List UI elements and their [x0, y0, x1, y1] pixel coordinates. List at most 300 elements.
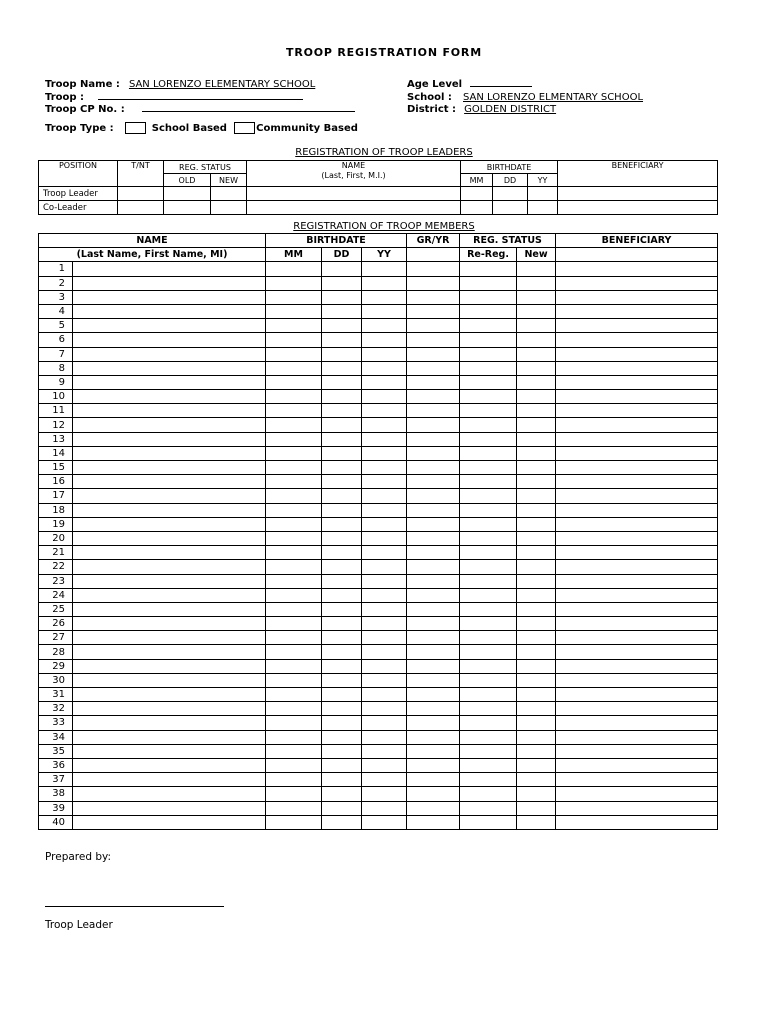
member-input-cell[interactable]: [73, 645, 266, 659]
member-input-cell[interactable]: [266, 461, 322, 475]
member-input-cell[interactable]: [556, 375, 718, 389]
member-input-cell[interactable]: [460, 673, 517, 687]
member-input-cell[interactable]: [73, 773, 266, 787]
member-input-cell[interactable]: [407, 716, 460, 730]
member-input-cell[interactable]: [407, 588, 460, 602]
member-input-cell[interactable]: [517, 517, 556, 531]
member-input-cell[interactable]: [73, 290, 266, 304]
member-input-cell[interactable]: [266, 758, 322, 772]
member-input-cell[interactable]: [556, 659, 718, 673]
member-input-cell[interactable]: [556, 418, 718, 432]
member-input-cell[interactable]: [407, 404, 460, 418]
member-input-cell[interactable]: [460, 659, 517, 673]
member-input-cell[interactable]: [460, 602, 517, 616]
member-input-cell[interactable]: [266, 375, 322, 389]
member-input-cell[interactable]: [517, 758, 556, 772]
member-input-cell[interactable]: [322, 744, 362, 758]
member-input-cell[interactable]: [517, 730, 556, 744]
member-input-cell[interactable]: [460, 560, 517, 574]
member-input-cell[interactable]: [556, 546, 718, 560]
leader-input-cell[interactable]: [211, 201, 247, 215]
member-input-cell[interactable]: [362, 758, 407, 772]
member-input-cell[interactable]: [266, 418, 322, 432]
member-input-cell[interactable]: [266, 531, 322, 545]
member-input-cell[interactable]: [362, 815, 407, 829]
member-input-cell[interactable]: [322, 688, 362, 702]
member-input-cell[interactable]: [266, 716, 322, 730]
member-input-cell[interactable]: [517, 276, 556, 290]
member-input-cell[interactable]: [407, 276, 460, 290]
leader-input-cell[interactable]: [461, 187, 493, 201]
member-input-cell[interactable]: [73, 546, 266, 560]
member-input-cell[interactable]: [322, 531, 362, 545]
member-input-cell[interactable]: [407, 560, 460, 574]
member-input-cell[interactable]: [517, 546, 556, 560]
district-value[interactable]: GOLDEN DISTRICT: [464, 104, 557, 115]
member-input-cell[interactable]: [73, 333, 266, 347]
member-input-cell[interactable]: [362, 390, 407, 404]
member-input-cell[interactable]: [266, 602, 322, 616]
member-input-cell[interactable]: [460, 617, 517, 631]
member-input-cell[interactable]: [322, 815, 362, 829]
member-input-cell[interactable]: [266, 801, 322, 815]
member-input-cell[interactable]: [407, 347, 460, 361]
member-input-cell[interactable]: [73, 688, 266, 702]
member-input-cell[interactable]: [266, 290, 322, 304]
member-input-cell[interactable]: [556, 560, 718, 574]
member-input-cell[interactable]: [556, 773, 718, 787]
member-input-cell[interactable]: [266, 688, 322, 702]
member-input-cell[interactable]: [517, 361, 556, 375]
member-input-cell[interactable]: [556, 446, 718, 460]
member-input-cell[interactable]: [266, 815, 322, 829]
member-input-cell[interactable]: [407, 503, 460, 517]
member-input-cell[interactable]: [73, 446, 266, 460]
member-input-cell[interactable]: [517, 347, 556, 361]
member-input-cell[interactable]: [460, 461, 517, 475]
member-input-cell[interactable]: [362, 475, 407, 489]
member-input-cell[interactable]: [362, 404, 407, 418]
member-input-cell[interactable]: [73, 531, 266, 545]
member-input-cell[interactable]: [517, 659, 556, 673]
member-input-cell[interactable]: [556, 531, 718, 545]
member-input-cell[interactable]: [460, 347, 517, 361]
member-input-cell[interactable]: [266, 560, 322, 574]
member-input-cell[interactable]: [322, 574, 362, 588]
member-input-cell[interactable]: [322, 787, 362, 801]
member-input-cell[interactable]: [362, 787, 407, 801]
member-input-cell[interactable]: [322, 446, 362, 460]
member-input-cell[interactable]: [322, 475, 362, 489]
member-input-cell[interactable]: [556, 602, 718, 616]
member-input-cell[interactable]: [362, 688, 407, 702]
member-input-cell[interactable]: [362, 773, 407, 787]
member-input-cell[interactable]: [73, 375, 266, 389]
member-input-cell[interactable]: [460, 645, 517, 659]
member-input-cell[interactable]: [322, 659, 362, 673]
member-input-cell[interactable]: [407, 574, 460, 588]
member-input-cell[interactable]: [322, 304, 362, 318]
member-input-cell[interactable]: [322, 588, 362, 602]
member-input-cell[interactable]: [460, 787, 517, 801]
member-input-cell[interactable]: [73, 489, 266, 503]
member-input-cell[interactable]: [362, 333, 407, 347]
member-input-cell[interactable]: [73, 659, 266, 673]
member-input-cell[interactable]: [517, 787, 556, 801]
member-input-cell[interactable]: [407, 688, 460, 702]
member-input-cell[interactable]: [517, 744, 556, 758]
member-input-cell[interactable]: [73, 631, 266, 645]
member-input-cell[interactable]: [407, 617, 460, 631]
member-input-cell[interactable]: [73, 702, 266, 716]
member-input-cell[interactable]: [73, 404, 266, 418]
member-input-cell[interactable]: [407, 475, 460, 489]
member-input-cell[interactable]: [517, 503, 556, 517]
member-input-cell[interactable]: [460, 716, 517, 730]
member-input-cell[interactable]: [517, 716, 556, 730]
member-input-cell[interactable]: [73, 319, 266, 333]
member-input-cell[interactable]: [322, 432, 362, 446]
member-input-cell[interactable]: [266, 446, 322, 460]
member-input-cell[interactable]: [322, 645, 362, 659]
member-input-cell[interactable]: [73, 361, 266, 375]
member-input-cell[interactable]: [460, 546, 517, 560]
member-input-cell[interactable]: [266, 773, 322, 787]
member-input-cell[interactable]: [266, 333, 322, 347]
member-input-cell[interactable]: [322, 546, 362, 560]
member-input-cell[interactable]: [362, 617, 407, 631]
member-input-cell[interactable]: [460, 304, 517, 318]
member-input-cell[interactable]: [556, 631, 718, 645]
member-input-cell[interactable]: [362, 503, 407, 517]
member-input-cell[interactable]: [266, 503, 322, 517]
member-input-cell[interactable]: [556, 347, 718, 361]
member-input-cell[interactable]: [460, 744, 517, 758]
member-input-cell[interactable]: [266, 588, 322, 602]
member-input-cell[interactable]: [322, 461, 362, 475]
member-input-cell[interactable]: [556, 503, 718, 517]
member-input-cell[interactable]: [362, 418, 407, 432]
member-input-cell[interactable]: [407, 517, 460, 531]
member-input-cell[interactable]: [517, 304, 556, 318]
member-input-cell[interactable]: [322, 503, 362, 517]
leader-input-cell[interactable]: [558, 201, 718, 215]
member-input-cell[interactable]: [322, 290, 362, 304]
member-input-cell[interactable]: [517, 489, 556, 503]
member-input-cell[interactable]: [460, 773, 517, 787]
member-input-cell[interactable]: [73, 716, 266, 730]
member-input-cell[interactable]: [517, 560, 556, 574]
member-input-cell[interactable]: [460, 262, 517, 276]
leader-input-cell[interactable]: [493, 201, 528, 215]
member-input-cell[interactable]: [556, 432, 718, 446]
member-input-cell[interactable]: [266, 702, 322, 716]
member-input-cell[interactable]: [266, 730, 322, 744]
troop-cp-field[interactable]: [142, 102, 355, 112]
member-input-cell[interactable]: [517, 602, 556, 616]
member-input-cell[interactable]: [556, 517, 718, 531]
member-input-cell[interactable]: [362, 361, 407, 375]
member-input-cell[interactable]: [517, 702, 556, 716]
member-input-cell[interactable]: [322, 673, 362, 687]
member-input-cell[interactable]: [556, 333, 718, 347]
member-input-cell[interactable]: [517, 390, 556, 404]
member-input-cell[interactable]: [407, 333, 460, 347]
member-input-cell[interactable]: [266, 617, 322, 631]
member-input-cell[interactable]: [407, 361, 460, 375]
member-input-cell[interactable]: [517, 333, 556, 347]
member-input-cell[interactable]: [517, 432, 556, 446]
member-input-cell[interactable]: [322, 702, 362, 716]
member-input-cell[interactable]: [73, 673, 266, 687]
member-input-cell[interactable]: [517, 673, 556, 687]
member-input-cell[interactable]: [73, 602, 266, 616]
member-input-cell[interactable]: [362, 276, 407, 290]
member-input-cell[interactable]: [322, 617, 362, 631]
member-input-cell[interactable]: [556, 758, 718, 772]
member-input-cell[interactable]: [556, 815, 718, 829]
member-input-cell[interactable]: [556, 361, 718, 375]
member-input-cell[interactable]: [362, 716, 407, 730]
member-input-cell[interactable]: [73, 432, 266, 446]
member-input-cell[interactable]: [73, 560, 266, 574]
member-input-cell[interactable]: [73, 503, 266, 517]
member-input-cell[interactable]: [322, 404, 362, 418]
member-input-cell[interactable]: [362, 489, 407, 503]
leader-input-cell[interactable]: [211, 187, 247, 201]
member-input-cell[interactable]: [460, 702, 517, 716]
member-input-cell[interactable]: [266, 546, 322, 560]
member-input-cell[interactable]: [407, 319, 460, 333]
member-input-cell[interactable]: [266, 347, 322, 361]
member-input-cell[interactable]: [556, 730, 718, 744]
member-input-cell[interactable]: [73, 262, 266, 276]
member-input-cell[interactable]: [517, 801, 556, 815]
member-input-cell[interactable]: [362, 801, 407, 815]
member-input-cell[interactable]: [407, 801, 460, 815]
member-input-cell[interactable]: [362, 531, 407, 545]
member-input-cell[interactable]: [407, 758, 460, 772]
member-input-cell[interactable]: [73, 588, 266, 602]
member-input-cell[interactable]: [556, 688, 718, 702]
member-input-cell[interactable]: [407, 659, 460, 673]
member-input-cell[interactable]: [362, 375, 407, 389]
member-input-cell[interactable]: [266, 489, 322, 503]
member-input-cell[interactable]: [362, 517, 407, 531]
member-input-cell[interactable]: [517, 475, 556, 489]
member-input-cell[interactable]: [517, 574, 556, 588]
member-input-cell[interactable]: [322, 560, 362, 574]
leader-input-cell[interactable]: [528, 187, 558, 201]
member-input-cell[interactable]: [73, 304, 266, 318]
member-input-cell[interactable]: [73, 787, 266, 801]
member-input-cell[interactable]: [407, 702, 460, 716]
member-input-cell[interactable]: [460, 574, 517, 588]
member-input-cell[interactable]: [322, 730, 362, 744]
member-input-cell[interactable]: [322, 517, 362, 531]
member-input-cell[interactable]: [322, 390, 362, 404]
member-input-cell[interactable]: [322, 347, 362, 361]
member-input-cell[interactable]: [73, 758, 266, 772]
member-input-cell[interactable]: [322, 758, 362, 772]
member-input-cell[interactable]: [407, 290, 460, 304]
member-input-cell[interactable]: [322, 262, 362, 276]
member-input-cell[interactable]: [460, 517, 517, 531]
member-input-cell[interactable]: [73, 517, 266, 531]
leader-input-cell[interactable]: [247, 201, 461, 215]
member-input-cell[interactable]: [322, 319, 362, 333]
member-input-cell[interactable]: [322, 773, 362, 787]
member-input-cell[interactable]: [517, 446, 556, 460]
member-input-cell[interactable]: [266, 645, 322, 659]
member-input-cell[interactable]: [460, 361, 517, 375]
member-input-cell[interactable]: [266, 659, 322, 673]
member-input-cell[interactable]: [266, 390, 322, 404]
member-input-cell[interactable]: [460, 432, 517, 446]
member-input-cell[interactable]: [517, 617, 556, 631]
member-input-cell[interactable]: [322, 716, 362, 730]
community-based-checkbox[interactable]: [234, 122, 255, 134]
member-input-cell[interactable]: [266, 404, 322, 418]
member-input-cell[interactable]: [362, 659, 407, 673]
member-input-cell[interactable]: [407, 418, 460, 432]
member-input-cell[interactable]: [460, 688, 517, 702]
member-input-cell[interactable]: [407, 262, 460, 276]
member-input-cell[interactable]: [556, 617, 718, 631]
member-input-cell[interactable]: [556, 390, 718, 404]
member-input-cell[interactable]: [362, 631, 407, 645]
member-input-cell[interactable]: [73, 730, 266, 744]
member-input-cell[interactable]: [460, 319, 517, 333]
troop-name-value[interactable]: SAN LORENZO ELEMENTARY SCHOOL: [128, 79, 316, 90]
member-input-cell[interactable]: [460, 531, 517, 545]
leader-input-cell[interactable]: [461, 201, 493, 215]
member-input-cell[interactable]: [362, 262, 407, 276]
leader-input-cell[interactable]: [558, 187, 718, 201]
member-input-cell[interactable]: [460, 489, 517, 503]
member-input-cell[interactable]: [266, 517, 322, 531]
member-input-cell[interactable]: [460, 475, 517, 489]
member-input-cell[interactable]: [407, 546, 460, 560]
member-input-cell[interactable]: [460, 404, 517, 418]
member-input-cell[interactable]: [407, 787, 460, 801]
member-input-cell[interactable]: [407, 461, 460, 475]
member-input-cell[interactable]: [556, 276, 718, 290]
member-input-cell[interactable]: [517, 418, 556, 432]
member-input-cell[interactable]: [362, 304, 407, 318]
member-input-cell[interactable]: [266, 304, 322, 318]
member-input-cell[interactable]: [73, 418, 266, 432]
member-input-cell[interactable]: [322, 418, 362, 432]
member-input-cell[interactable]: [73, 276, 266, 290]
member-input-cell[interactable]: [556, 588, 718, 602]
member-input-cell[interactable]: [556, 461, 718, 475]
leader-input-cell[interactable]: [493, 187, 528, 201]
member-input-cell[interactable]: [362, 319, 407, 333]
member-input-cell[interactable]: [556, 716, 718, 730]
member-input-cell[interactable]: [362, 461, 407, 475]
member-input-cell[interactable]: [556, 290, 718, 304]
member-input-cell[interactable]: [460, 588, 517, 602]
member-input-cell[interactable]: [517, 645, 556, 659]
member-input-cell[interactable]: [266, 262, 322, 276]
member-input-cell[interactable]: [407, 531, 460, 545]
member-input-cell[interactable]: [517, 531, 556, 545]
member-input-cell[interactable]: [460, 730, 517, 744]
member-input-cell[interactable]: [517, 588, 556, 602]
member-input-cell[interactable]: [322, 333, 362, 347]
member-input-cell[interactable]: [407, 773, 460, 787]
member-input-cell[interactable]: [556, 475, 718, 489]
member-input-cell[interactable]: [362, 673, 407, 687]
member-input-cell[interactable]: [73, 574, 266, 588]
member-input-cell[interactable]: [73, 347, 266, 361]
leader-input-cell[interactable]: [164, 187, 211, 201]
member-input-cell[interactable]: [322, 375, 362, 389]
member-input-cell[interactable]: [556, 645, 718, 659]
member-input-cell[interactable]: [362, 290, 407, 304]
member-input-cell[interactable]: [322, 602, 362, 616]
member-input-cell[interactable]: [266, 319, 322, 333]
member-input-cell[interactable]: [517, 290, 556, 304]
member-input-cell[interactable]: [517, 404, 556, 418]
member-input-cell[interactable]: [266, 276, 322, 290]
member-input-cell[interactable]: [556, 801, 718, 815]
member-input-cell[interactable]: [73, 461, 266, 475]
member-input-cell[interactable]: [556, 673, 718, 687]
member-input-cell[interactable]: [362, 446, 407, 460]
member-input-cell[interactable]: [266, 574, 322, 588]
member-input-cell[interactable]: [556, 319, 718, 333]
member-input-cell[interactable]: [517, 688, 556, 702]
member-input-cell[interactable]: [266, 361, 322, 375]
member-input-cell[interactable]: [407, 815, 460, 829]
member-input-cell[interactable]: [407, 375, 460, 389]
member-input-cell[interactable]: [407, 744, 460, 758]
member-input-cell[interactable]: [407, 390, 460, 404]
member-input-cell[interactable]: [407, 489, 460, 503]
member-input-cell[interactable]: [517, 631, 556, 645]
school-value[interactable]: SAN LORENZO ELMENTARY SCHOOL: [463, 92, 644, 103]
school-based-checkbox[interactable]: [125, 122, 146, 134]
member-input-cell[interactable]: [460, 418, 517, 432]
member-input-cell[interactable]: [460, 503, 517, 517]
member-input-cell[interactable]: [362, 744, 407, 758]
member-input-cell[interactable]: [556, 489, 718, 503]
member-input-cell[interactable]: [362, 574, 407, 588]
member-input-cell[interactable]: [362, 730, 407, 744]
member-input-cell[interactable]: [73, 617, 266, 631]
leader-input-cell[interactable]: [164, 201, 211, 215]
member-input-cell[interactable]: [517, 375, 556, 389]
member-input-cell[interactable]: [266, 631, 322, 645]
member-input-cell[interactable]: [517, 319, 556, 333]
member-input-cell[interactable]: [73, 815, 266, 829]
member-input-cell[interactable]: [362, 560, 407, 574]
member-input-cell[interactable]: [517, 773, 556, 787]
member-input-cell[interactable]: [460, 801, 517, 815]
member-input-cell[interactable]: [362, 347, 407, 361]
member-input-cell[interactable]: [556, 304, 718, 318]
member-input-cell[interactable]: [517, 461, 556, 475]
member-input-cell[interactable]: [362, 702, 407, 716]
member-input-cell[interactable]: [362, 546, 407, 560]
member-input-cell[interactable]: [407, 645, 460, 659]
member-input-cell[interactable]: [362, 588, 407, 602]
leader-input-cell[interactable]: [247, 187, 461, 201]
member-input-cell[interactable]: [460, 390, 517, 404]
member-input-cell[interactable]: [73, 390, 266, 404]
